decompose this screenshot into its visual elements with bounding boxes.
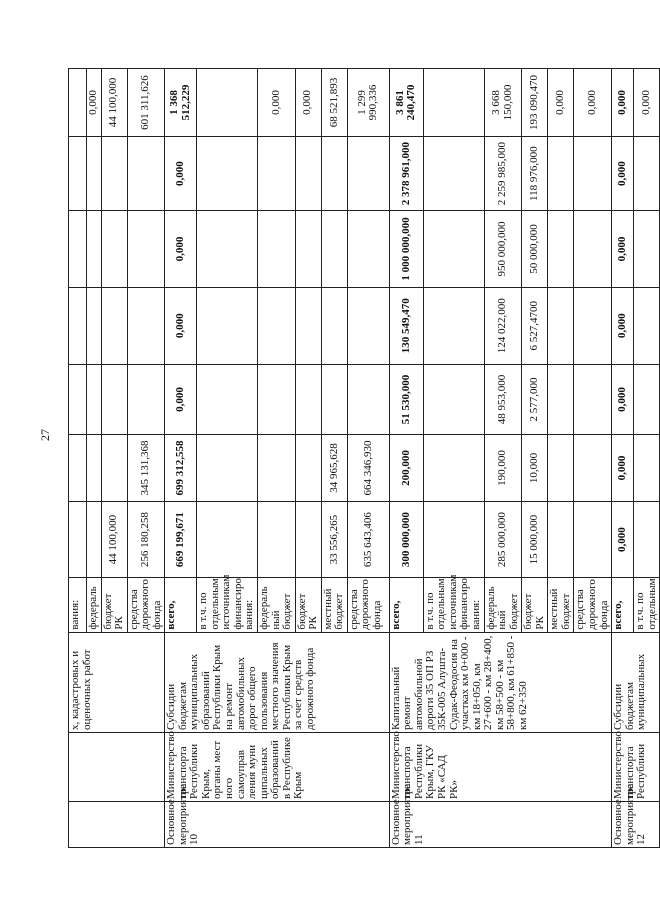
- value-cell: [127, 137, 165, 211]
- value-cell: [634, 287, 660, 364]
- value-cell: 0,000: [612, 69, 634, 137]
- value-cell: [295, 211, 321, 287]
- value-cell: 50 000,000: [522, 211, 548, 287]
- value-cell: [634, 501, 660, 577]
- budget-table-body: [69, 69, 660, 848]
- value-cell: 34 965,628: [321, 435, 347, 502]
- source-label-cell: бюджет РК: [101, 578, 127, 632]
- value-cell: [321, 137, 347, 211]
- value-cell: [127, 211, 165, 287]
- value-cell: [197, 501, 258, 577]
- measure-name-cell: Основное мероприятие 10: [165, 802, 390, 848]
- value-cell: [548, 137, 574, 211]
- value-cell: [295, 137, 321, 211]
- value-cell: 0,000: [612, 501, 634, 577]
- value-cell: [321, 211, 347, 287]
- value-cell: 124 022,000: [484, 287, 522, 364]
- value-cell: 193 090,470: [522, 69, 548, 137]
- value-cell: 0,000: [87, 69, 102, 137]
- value-cell: [574, 364, 612, 434]
- value-cell: [258, 501, 296, 577]
- value-cell: [127, 364, 165, 434]
- value-cell: 190,000: [484, 435, 522, 502]
- table-row: [612, 69, 634, 848]
- value-cell: [258, 287, 296, 364]
- source-label-cell: всего,: [389, 578, 423, 632]
- value-cell: [548, 211, 574, 287]
- value-cell: 1 299 990,336: [347, 69, 389, 137]
- value-cell: 0,000: [612, 137, 634, 211]
- value-cell: [634, 364, 660, 434]
- table-row: [165, 69, 197, 848]
- value-cell: [258, 137, 296, 211]
- value-cell: [87, 364, 102, 434]
- value-cell: 669 199,671: [165, 501, 197, 577]
- source-label-cell: средства дорожного фонда: [574, 578, 612, 632]
- value-cell: [197, 69, 258, 137]
- value-cell: 44 100,000: [101, 69, 127, 137]
- value-cell: 44 100,000: [101, 501, 127, 577]
- value-cell: 118 976,000: [522, 137, 548, 211]
- value-cell: [548, 287, 574, 364]
- value-cell: 256 180,258: [127, 501, 165, 577]
- value-cell: 950 000,000: [484, 211, 522, 287]
- value-cell: [87, 287, 102, 364]
- value-cell: [69, 364, 87, 434]
- value-cell: [548, 501, 574, 577]
- value-cell: [423, 69, 484, 137]
- source-label-cell: в т.ч. по отдельным источникам финансиро вания:: [423, 578, 484, 632]
- source-label-cell: всего,: [165, 578, 197, 632]
- budget-table: [68, 68, 660, 848]
- value-cell: 130 549,470: [389, 287, 423, 364]
- value-cell: [347, 211, 389, 287]
- value-cell: [548, 364, 574, 434]
- value-cell: 200,000: [389, 435, 423, 502]
- value-cell: 0,000: [165, 137, 197, 211]
- value-cell: 300 000,000: [389, 501, 423, 577]
- value-cell: 2 259 985,000: [484, 137, 522, 211]
- value-cell: 51 530,000: [389, 364, 423, 434]
- source-label-cell: вания:: [69, 578, 87, 632]
- source-label-cell: федераль: [87, 578, 102, 632]
- source-label-cell: всего,: [612, 578, 634, 632]
- value-cell: 0,000: [165, 364, 197, 434]
- source-label-cell: местный бюджет: [321, 578, 347, 632]
- value-cell: 0,000: [612, 364, 634, 434]
- value-cell: [423, 211, 484, 287]
- value-cell: [548, 435, 574, 502]
- value-cell: 0,000: [548, 69, 574, 137]
- value-cell: [574, 501, 612, 577]
- value-cell: [197, 287, 258, 364]
- executor-cell: Министерство транспорта Республики Крым, ГКУ РК «САД РК»: [389, 733, 611, 802]
- value-cell: [87, 137, 102, 211]
- value-cell: [69, 69, 87, 137]
- value-cell: 345 131,368: [127, 435, 165, 502]
- measure-name-cell: Основное мероприятие 11: [389, 802, 611, 848]
- value-cell: [574, 211, 612, 287]
- value-cell: [423, 364, 484, 434]
- value-cell: [69, 501, 87, 577]
- value-cell: [574, 287, 612, 364]
- value-cell: [258, 435, 296, 502]
- value-cell: [423, 435, 484, 502]
- work-description-cell: х, кадастровых и оценочных работ: [69, 632, 165, 732]
- budget-table-rotated: [68, 68, 658, 848]
- value-cell: 3 668 150,000: [484, 69, 522, 137]
- value-cell: [574, 137, 612, 211]
- value-cell: [69, 137, 87, 211]
- value-cell: 33 556,265: [321, 501, 347, 577]
- value-cell: [87, 435, 102, 502]
- source-label-cell: бюджет РК: [295, 578, 321, 632]
- value-cell: 0,000: [574, 69, 612, 137]
- value-cell: 601 311,626: [127, 69, 165, 137]
- value-cell: 0,000: [295, 69, 321, 137]
- value-cell: 285 000,000: [484, 501, 522, 577]
- value-cell: 2 577,000: [522, 364, 548, 434]
- value-cell: 664 346,930: [347, 435, 389, 502]
- value-cell: 0,000: [258, 69, 296, 137]
- source-label-cell: в т.ч. по отдельным: [634, 578, 660, 632]
- value-cell: [258, 364, 296, 434]
- value-cell: 15 000,000: [522, 501, 548, 577]
- table-row: [69, 69, 87, 848]
- value-cell: 0,000: [634, 69, 660, 137]
- executor-cell: [69, 733, 165, 802]
- description-cell: Субсидии бюджетам муниципальных: [612, 632, 660, 732]
- source-label-cell: в т.ч. по отдельным источникам финансиро вания:: [197, 578, 258, 632]
- value-cell: 0,000: [612, 211, 634, 287]
- value-cell: [295, 287, 321, 364]
- value-cell: [634, 435, 660, 502]
- table-row: [389, 69, 423, 848]
- value-cell: 1 368 512,229: [165, 69, 197, 137]
- value-cell: 2 378 961,000: [389, 137, 423, 211]
- value-cell: [101, 137, 127, 211]
- source-label-cell: федераль ный бюджет: [258, 578, 296, 632]
- value-cell: [127, 287, 165, 364]
- measure-name-cell: Основное мероприятие 12: [612, 802, 660, 848]
- value-cell: [69, 435, 87, 502]
- value-cell: [423, 137, 484, 211]
- value-cell: [197, 364, 258, 434]
- value-cell: 10,000: [522, 435, 548, 502]
- page-number: 27: [38, 429, 52, 441]
- description-cell: Субсидии бюджетам муниципальных образований Республики Крым на ремонт автомобильных дорог общего пользования местного значения Республики Крым за счет средств дорожного фонда: [165, 632, 390, 732]
- value-cell: 48 953,000: [484, 364, 522, 434]
- executor-cell: Министерство транспорта Республики: [612, 733, 660, 802]
- value-cell: 68 521,893: [321, 69, 347, 137]
- value-cell: 6 527,4700: [522, 287, 548, 364]
- value-cell: 3 861 240,470: [389, 69, 423, 137]
- value-cell: 0,000: [165, 211, 197, 287]
- description-cell: Капитальный ремонт автомобильной дороги 35 ОП РЗ 35К-005 Алушта-Судак-Феодосия на участках км 0+000 - км 18+050, км 27+600 - км 28+400, км 58+500 - км 58+800, км 61+850 - км 62+350: [389, 632, 611, 732]
- value-cell: [321, 364, 347, 434]
- value-cell: [101, 211, 127, 287]
- value-cell: 0,000: [165, 287, 197, 364]
- value-cell: [87, 501, 102, 577]
- value-cell: 0,000: [612, 435, 634, 502]
- value-cell: [347, 364, 389, 434]
- value-cell: [321, 287, 347, 364]
- value-cell: [634, 211, 660, 287]
- source-label-cell: бюджет РК: [522, 578, 548, 632]
- value-cell: 0,000: [612, 287, 634, 364]
- value-cell: [197, 211, 258, 287]
- value-cell: 1 000 000,000: [389, 211, 423, 287]
- value-cell: [87, 211, 102, 287]
- source-label-cell: средства дорожного фонда: [347, 578, 389, 632]
- value-cell: [295, 501, 321, 577]
- value-cell: [197, 435, 258, 502]
- value-cell: [101, 435, 127, 502]
- value-cell: 635 643,406: [347, 501, 389, 577]
- value-cell: [197, 137, 258, 211]
- value-cell: [347, 287, 389, 364]
- value-cell: 699 312,558: [165, 435, 197, 502]
- source-label-cell: местный бюджет: [548, 578, 574, 632]
- value-cell: [423, 501, 484, 577]
- value-cell: [423, 287, 484, 364]
- value-cell: [69, 211, 87, 287]
- value-cell: [295, 364, 321, 434]
- value-cell: [574, 435, 612, 502]
- source-label-cell: средства дорожного фонда: [127, 578, 165, 632]
- source-label-cell: федераль ный бюджет: [484, 578, 522, 632]
- value-cell: [101, 287, 127, 364]
- value-cell: [347, 137, 389, 211]
- value-cell: [101, 364, 127, 434]
- value-cell: [69, 287, 87, 364]
- value-cell: [634, 137, 660, 211]
- value-cell: [295, 435, 321, 502]
- value-cell: [258, 211, 296, 287]
- measure-cell: [69, 802, 165, 848]
- executor-cell: Министерство транспорта Республики Крым, органы мест ного самоуправ ления муни ципальных образований в Республике Крым: [165, 733, 390, 802]
